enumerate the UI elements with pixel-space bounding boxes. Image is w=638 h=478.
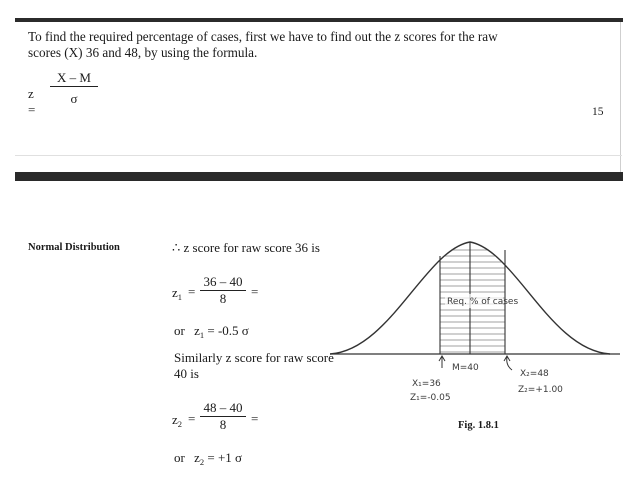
step1-intro: ∴ z score for raw score 36 is [172, 240, 320, 255]
z1-note: Z₁=-0.05 [410, 393, 451, 403]
shaded-area-note: Req. % of cases [447, 297, 519, 307]
step2-numerator: 48 – 40 [203, 400, 243, 415]
z-symbol: z [172, 412, 178, 427]
or-word: or [174, 450, 185, 465]
normal-curve-figure [330, 230, 620, 420]
step1-numerator: 36 – 40 [203, 274, 243, 289]
x2-arrow [504, 356, 512, 370]
intro-paragraph: To find the required percentage of cases, first we have to find out the z scores for the raw scores (X) 36 and 48, by using the formula. [28, 29, 498, 60]
step2-intro [174, 350, 334, 382]
x1-arrow [439, 356, 445, 368]
formula-numerator: X – M [57, 70, 91, 85]
formula-fraction-bar [50, 86, 98, 87]
step2-result-line [174, 450, 242, 466]
step2-intro-line1: Similarly z score for raw score [174, 350, 334, 365]
step1-equals: = [188, 284, 196, 299]
formula-fraction [50, 70, 98, 107]
figure-caption: Fig. 1.8.1 [458, 420, 499, 431]
step2-denominator: 8 [219, 417, 227, 432]
page-number: 15 [592, 106, 604, 118]
step2-z-label [172, 412, 182, 428]
step1-result-line [174, 323, 249, 339]
step2-equals-after: = [251, 411, 259, 426]
or-word: or [174, 323, 185, 338]
page-edge-line [620, 22, 621, 172]
step1-denominator: 8 [219, 291, 227, 306]
step1-equals-after: = [251, 284, 259, 299]
x2-note: X₂=48 [520, 369, 549, 379]
step1-z-label [172, 285, 182, 301]
z-symbol: z [172, 285, 178, 300]
x1-note: X₁=36 [412, 379, 441, 389]
z2-note: Z₂=+1.00 [518, 385, 563, 395]
step1-result: = -0.5 σ [207, 323, 249, 338]
z-subscript: 1 [177, 292, 183, 302]
step2-intro-line2: 40 is [174, 366, 199, 381]
formula-lhs: z = [28, 86, 36, 117]
step2-result: = +1 σ [207, 450, 243, 465]
z-subscript: 1 [199, 330, 205, 340]
top-page-divider [15, 18, 623, 22]
formula-denominator: σ [70, 91, 78, 106]
z-subscript: 2 [177, 419, 183, 429]
page-break-bar [15, 172, 623, 181]
page-bottom-line [15, 155, 622, 156]
step2-equals: = [188, 411, 196, 426]
section-heading: Normal Distribution [28, 242, 120, 253]
mean-note: M=40 [452, 363, 479, 373]
step1-fraction [200, 274, 246, 307]
z-symbol: z [194, 323, 200, 338]
z-subscript: 2 [199, 457, 205, 467]
step2-fraction [200, 400, 246, 433]
z-symbol: z [194, 450, 200, 465]
